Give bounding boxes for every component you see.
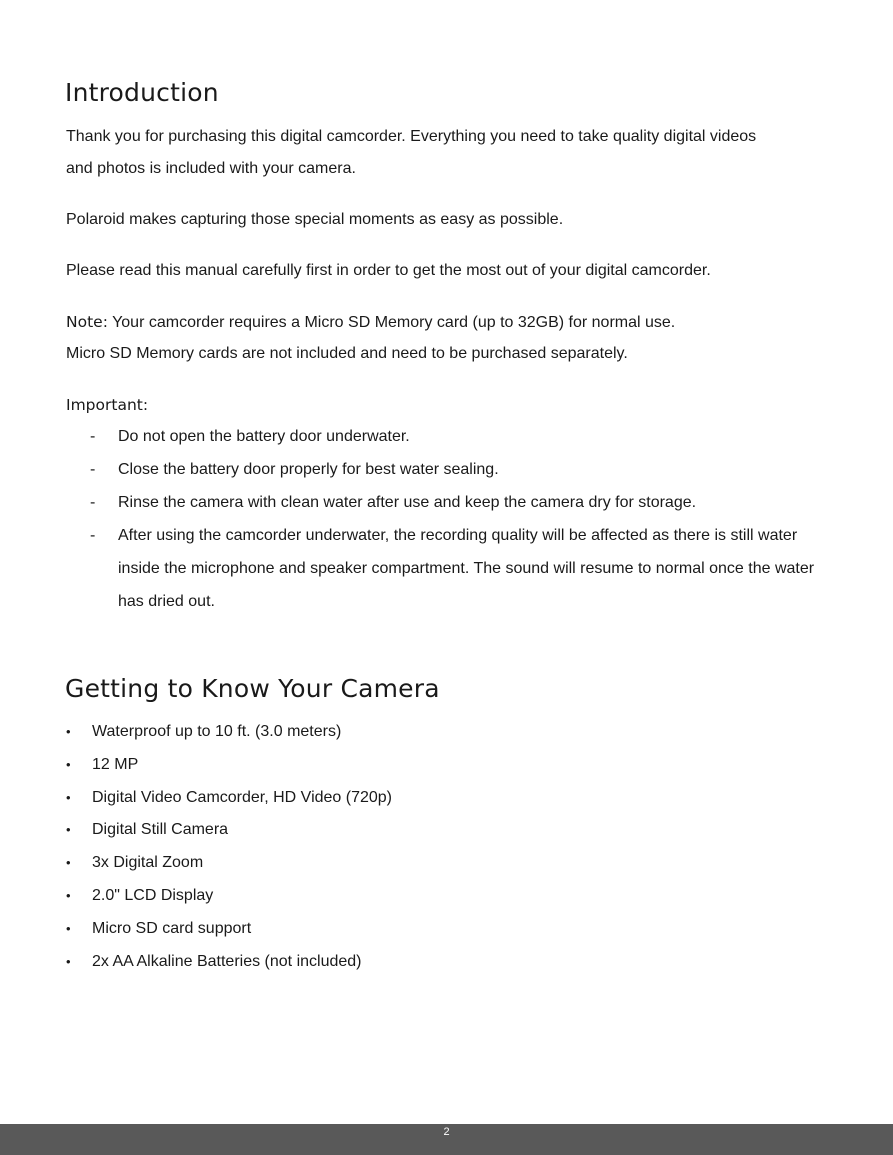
list-item-text: 3x Digital Zoom bbox=[92, 854, 204, 872]
bullet-icon: • bbox=[66, 756, 71, 772]
read-manual-paragraph: Please read this manual carefully first in order to get the most out of your digital camcorder. bbox=[66, 262, 711, 279]
list-item bbox=[66, 880, 392, 913]
important-label: Important: bbox=[66, 396, 149, 414]
list-item bbox=[66, 847, 392, 880]
list-item bbox=[66, 946, 392, 979]
important-list bbox=[66, 420, 826, 618]
list-item bbox=[66, 486, 826, 519]
list-item bbox=[66, 453, 826, 486]
list-item-text: 12 MP bbox=[92, 755, 139, 773]
list-item-text: After using the camcorder underwater, the recording quality will be affected as there is still water inside the microphone and speaker compartment. The sound will resume to normal once the water has dried out. bbox=[118, 527, 815, 610]
features-list bbox=[66, 716, 392, 978]
note-line-1 bbox=[66, 306, 675, 339]
dash-marker: - bbox=[90, 527, 96, 544]
polaroid-paragraph: Polaroid makes capturing those special moments as easy as possible. bbox=[66, 211, 564, 228]
page-footer-bar bbox=[0, 1124, 893, 1155]
note-label: Note: bbox=[66, 313, 108, 331]
list-item-text: Digital Still Camera bbox=[92, 821, 229, 839]
list-item bbox=[66, 814, 392, 847]
bullet-icon: • bbox=[66, 724, 71, 739]
bullet-icon: • bbox=[66, 920, 71, 936]
intro-paragraph-line-1: Thank you for purchasing this digital camcorder. Everything you need to take quality digital videos bbox=[66, 128, 757, 145]
list-item-text: Micro SD card support bbox=[92, 919, 252, 937]
list-item bbox=[66, 716, 392, 749]
bullet-icon: • bbox=[66, 855, 71, 871]
bullet-icon: • bbox=[66, 789, 71, 805]
list-item bbox=[66, 782, 392, 815]
note-line-2: Micro SD Memory cards are not included and need to be purchased separately. bbox=[66, 345, 628, 362]
dash-marker: - bbox=[90, 428, 96, 445]
list-item bbox=[66, 420, 826, 453]
getting-to-know-heading: Getting to Know Your Camera bbox=[65, 674, 440, 703]
list-item-text: Close the battery door properly for best water sealing. bbox=[118, 461, 499, 478]
list-item-text: 2.0" LCD Display bbox=[92, 886, 214, 904]
bullet-icon: • bbox=[66, 953, 71, 969]
bullet-icon: • bbox=[66, 822, 71, 838]
list-item bbox=[66, 749, 392, 782]
bullet-icon: • bbox=[66, 887, 71, 903]
dash-marker: - bbox=[90, 494, 96, 511]
dash-marker: - bbox=[90, 461, 96, 478]
list-item-text: Waterproof up to 10 ft. (3.0 meters) bbox=[92, 723, 342, 740]
list-item-text: Digital Video Camcorder, HD Video (720p) bbox=[92, 788, 393, 806]
list-item-text: Do not open the battery door underwater. bbox=[118, 428, 410, 445]
list-item bbox=[66, 913, 392, 946]
introduction-heading: Introduction bbox=[65, 78, 219, 107]
intro-paragraph-line-2: and photos is included with your camera. bbox=[66, 160, 356, 177]
list-item-text: 2x AA Alkaline Batteries (not included) bbox=[92, 952, 362, 970]
page-number: 2 bbox=[443, 1126, 450, 1138]
note-text: Your camcorder requires a Micro SD Memory card (up to 32GB) for normal use. bbox=[107, 314, 676, 331]
list-item bbox=[66, 519, 826, 618]
list-item-text: Rinse the camera with clean water after use and keep the camera dry for storage. bbox=[118, 494, 697, 511]
